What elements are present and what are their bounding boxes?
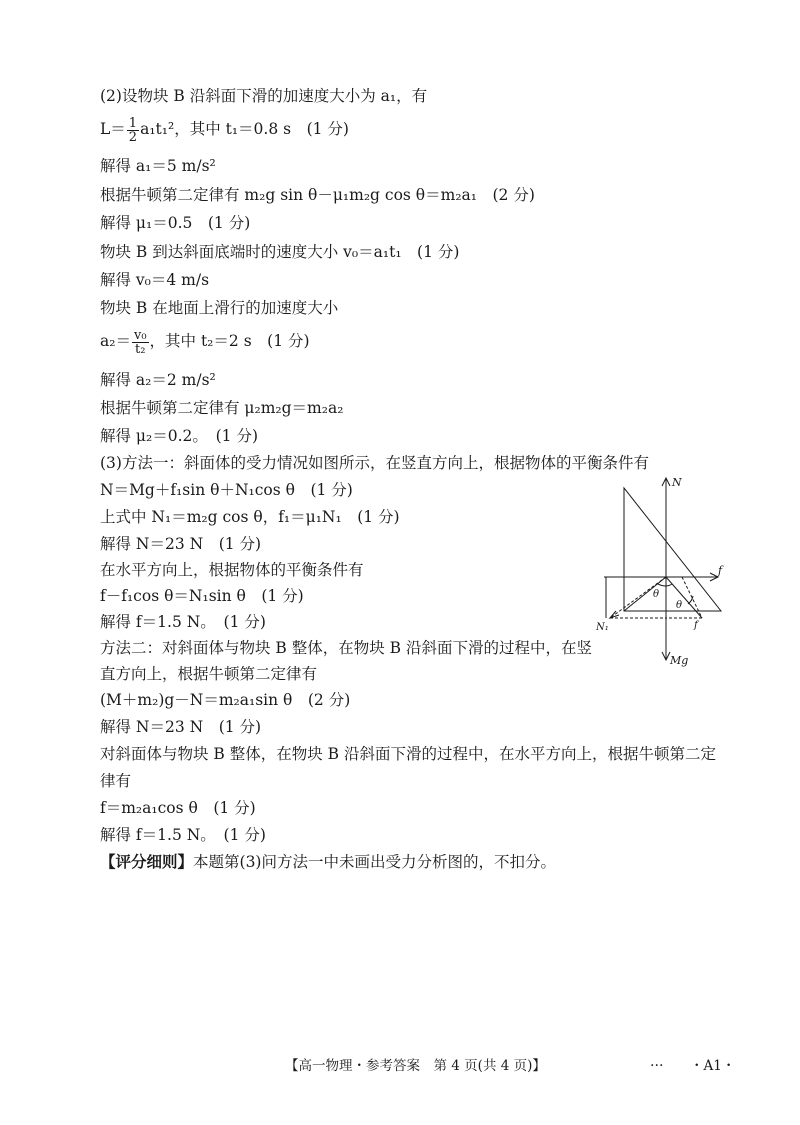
footer-page-info: 【高一物理・参考答案 第 4 页(共 4 页)】: [285, 1058, 546, 1074]
angle-arc-theta2: [688, 596, 693, 604]
label-N: N: [672, 476, 682, 489]
arrow-N1: [610, 611, 619, 618]
fraction: [132, 329, 149, 356]
text-line: 解得 N＝23 N (1 分): [100, 535, 262, 553]
fraction-numerator: 1: [128, 115, 138, 131]
text-line: 直方向上，根据牛顿第二定律有: [100, 665, 318, 683]
text-line: 物块 B 到达斜面底端时的速度大小 v₀＝a₁t₁ (1 分): [100, 243, 460, 261]
incline-triangle: [624, 488, 721, 611]
label-f1: f: [694, 620, 698, 631]
text-line: 对斜面体与物块 B 整体，在物块 B 沿斜面下滑的过程中，在水平方向上，根据牛顿第二定: [100, 745, 716, 763]
text-line: 解得 f＝1.5 N。 (1 分): [100, 826, 266, 844]
formula-line: [100, 328, 310, 356]
formula-suffix: ，其中 t₂＝2 s (1 分): [149, 332, 310, 350]
text-line: 方法二：对斜面体与物块 B 整体，在物块 B 沿斜面下滑的过程中，在竖: [100, 639, 592, 657]
text-line: 解得 μ₁＝0.5 (1 分): [100, 214, 251, 232]
formula-prefix: L＝: [100, 120, 126, 138]
footer-mark: …: [650, 1054, 664, 1070]
label-N1: N₁: [596, 622, 609, 633]
label-Mg: Mg: [670, 654, 689, 667]
text-line: N＝Mg＋f₁sin θ＋N₁cos θ (1 分): [100, 481, 353, 499]
text-line: 解得 a₂＝2 m/s²: [100, 371, 216, 389]
force-diagram: [596, 474, 730, 670]
text-line: 律有: [100, 772, 132, 790]
fraction-numerator: v₀: [133, 327, 147, 343]
formula-prefix: a₂＝: [100, 332, 131, 350]
vector-f1: [666, 577, 702, 618]
grading-note-heading: 【评分细则】: [100, 852, 194, 871]
text-line: 解得 a₁＝5 m/s²: [100, 157, 216, 175]
footer-code: ・A1・: [690, 1058, 736, 1074]
grading-note-text: 本题第(3)问方法一中未画出受力分析图的，不扣分。: [193, 853, 556, 871]
text-line: 解得 v₀＝4 m/s: [100, 271, 210, 289]
text-line: 解得 f＝1.5 N。 (1 分): [100, 613, 266, 631]
parallel-line: [624, 577, 666, 611]
text-line: 根据牛顿第二定律有 μ₂m₂g＝m₂a₂: [100, 399, 344, 417]
text-line: (3)方法一：斜面体的受力情况如图所示，在竖直方向上，根据物体的平衡条件有: [100, 454, 649, 472]
formula-suffix: a₁t₁²，其中 t₁＝0.8 s (1 分): [140, 120, 349, 138]
text-line: 根据牛顿第二定律有 m₂g sin θ－μ₁m₂g cos θ＝m₂a₁ (2 分): [100, 186, 535, 204]
text-line: 物块 B 在地面上滑行的加速度大小: [100, 299, 339, 317]
text-line: 解得 N＝23 N (1 分): [100, 718, 262, 736]
formula-line: [100, 116, 349, 144]
text-line: 解得 μ₂＝0.2。 (1 分): [100, 427, 258, 445]
angle-arc-theta1: [658, 584, 672, 586]
text-line: (2)设物块 B 沿斜面下滑的加速度大小为 a₁，有: [100, 87, 428, 105]
grading-note: [100, 852, 556, 872]
text-line: f－f₁cos θ＝N₁sin θ (1 分): [100, 587, 304, 605]
text-line: 上式中 N₁＝m₂g cos θ，f₁＝μ₁N₁ (1 分): [100, 508, 400, 526]
text-line: (M＋m₂)g－N＝m₂a₁sin θ (2 分): [100, 691, 351, 709]
label-theta1: θ: [653, 589, 660, 600]
text-line: f＝m₂a₁cos θ (1 分): [100, 799, 256, 817]
text-line: 在水平方向上，根据物体的平衡条件有: [100, 561, 364, 579]
label-f: f: [718, 564, 723, 577]
fraction-denominator: 2: [128, 129, 138, 145]
fraction-denominator: t₂: [135, 341, 146, 357]
fraction: [127, 117, 139, 144]
label-theta2: θ: [676, 600, 683, 611]
